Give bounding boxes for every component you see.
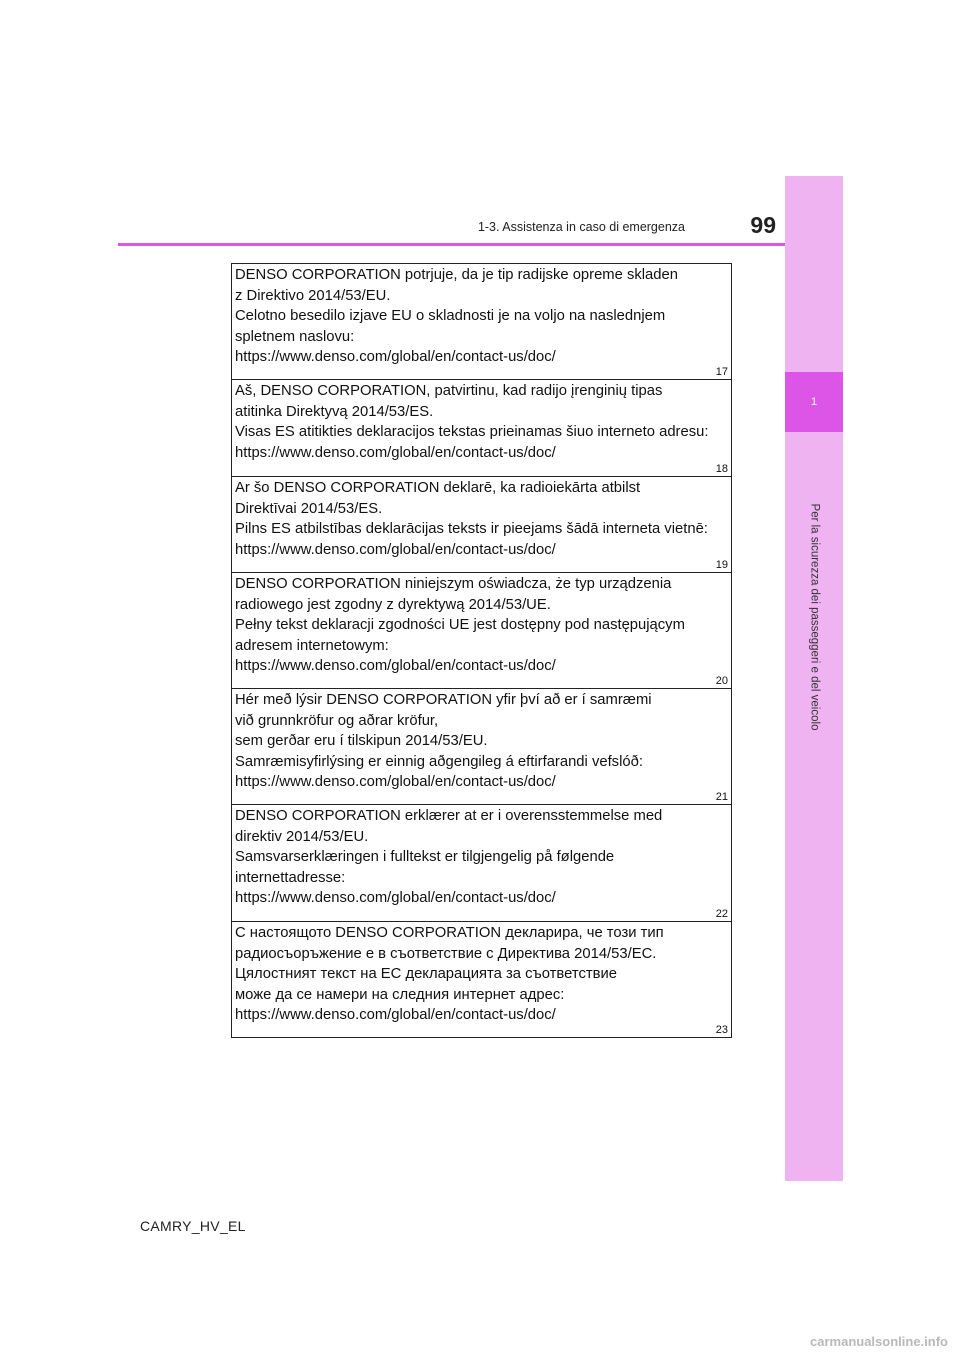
declaration-text: Ar šo DENSO CORPORATION deklarē, ka radioiekārta atbilst Direktīvai 2014/53/ES. Pilns ES atbilstības deklarācijas teksts ir pieejams šādā interneta vietnē: https://www.denso.com/global/en/contact-us/doc/ bbox=[235, 480, 708, 558]
section-title: 1-3. Assistenza in caso di emergenza bbox=[477, 220, 685, 234]
declaration-text: Aš, DENSO CORPORATION, patvirtinu, kad radijo įrenginių tipas atitinka Direktyvą 2014/53/ES. Visas ES atitikties deklaracijos tekstas prieinamas šiuo interneto adresu: https://www.denso.com/global/en/contact-us/doc/ bbox=[235, 383, 709, 461]
declaration-number: 20 bbox=[715, 675, 728, 687]
model-code: CAMRY_HV_EL bbox=[140, 1218, 246, 1234]
declaration-text: DENSO CORPORATION potrjuje, da je tip radijske opreme skladen z Direktivo 2014/53/EU. Celotno besedilo izjave EU o skladnosti je na voljo na naslednjem spletnem naslovu: https://www.denso.com/global/en/contact-us/doc/ bbox=[235, 267, 678, 365]
declaration-box bbox=[232, 805, 731, 922]
declaration-text: DENSO CORPORATION erklærer at er i overensstemmelse med direktiv 2014/53/EU. Samsvarserklæringen i fulltekst er tilgjengelig på følgende internettadresse: https://www.denso.com/global/en/contact-us/doc/ bbox=[235, 808, 663, 906]
declaration-box bbox=[232, 380, 731, 477]
page-number: 99 bbox=[750, 212, 776, 238]
declaration-box bbox=[232, 922, 731, 1038]
declaration-text: С настоящото DENSO CORPORATION декларира, че този тип радиосъоръжение е в съответствие с Директива 2014/53/ЕС. Цялостният текст на ЕС декларацията за съответствие може да се намери на следния интернет адрес: https://www.denso.com/global/en/contact-us/doc/ bbox=[235, 925, 664, 1023]
declaration-number: 23 bbox=[715, 1024, 728, 1036]
chapter-number: 1 bbox=[810, 396, 818, 408]
declaration-number: 21 bbox=[715, 791, 728, 803]
declaration-list bbox=[231, 263, 732, 1038]
chapter-label: Per la sicurezza dei passeggeri e del veicolo bbox=[808, 503, 820, 731]
header-divider bbox=[118, 243, 785, 246]
declaration-box bbox=[232, 573, 731, 689]
declaration-text: DENSO CORPORATION niniejszym oświadcza, że typ urządzenia radiowego jest zgodny z dyrektywą 2014/53/UE. Pełny tekst deklaracji zgodności UE jest dostępny pod następującym adresem internetowym: https://www.denso.com/global/en/contact-us/doc/ bbox=[235, 576, 685, 674]
declaration-box bbox=[232, 264, 731, 380]
declaration-box bbox=[232, 689, 731, 805]
declaration-number: 17 bbox=[715, 366, 728, 378]
declaration-number: 18 bbox=[715, 463, 728, 475]
chapter-label-container bbox=[785, 432, 843, 802]
declaration-number: 19 bbox=[715, 559, 728, 571]
declaration-number: 22 bbox=[715, 908, 728, 920]
declaration-text: Hér með lýsir DENSO CORPORATION yfir því að er í samræmi við grunnkröfur og aðrar kröfur, sem gerðar eru í tilskipun 2014/53/EU. Samræmisyfirlýsing er einnig aðgengileg á eftirfarandi vefslóð: https://www.denso.com/global/en/contact-us/doc/ bbox=[235, 692, 652, 790]
watermark[interactable]: carmanualsonline.info bbox=[810, 1334, 948, 1349]
chapter-number-tab[interactable] bbox=[785, 372, 843, 432]
declaration-box bbox=[232, 477, 731, 573]
